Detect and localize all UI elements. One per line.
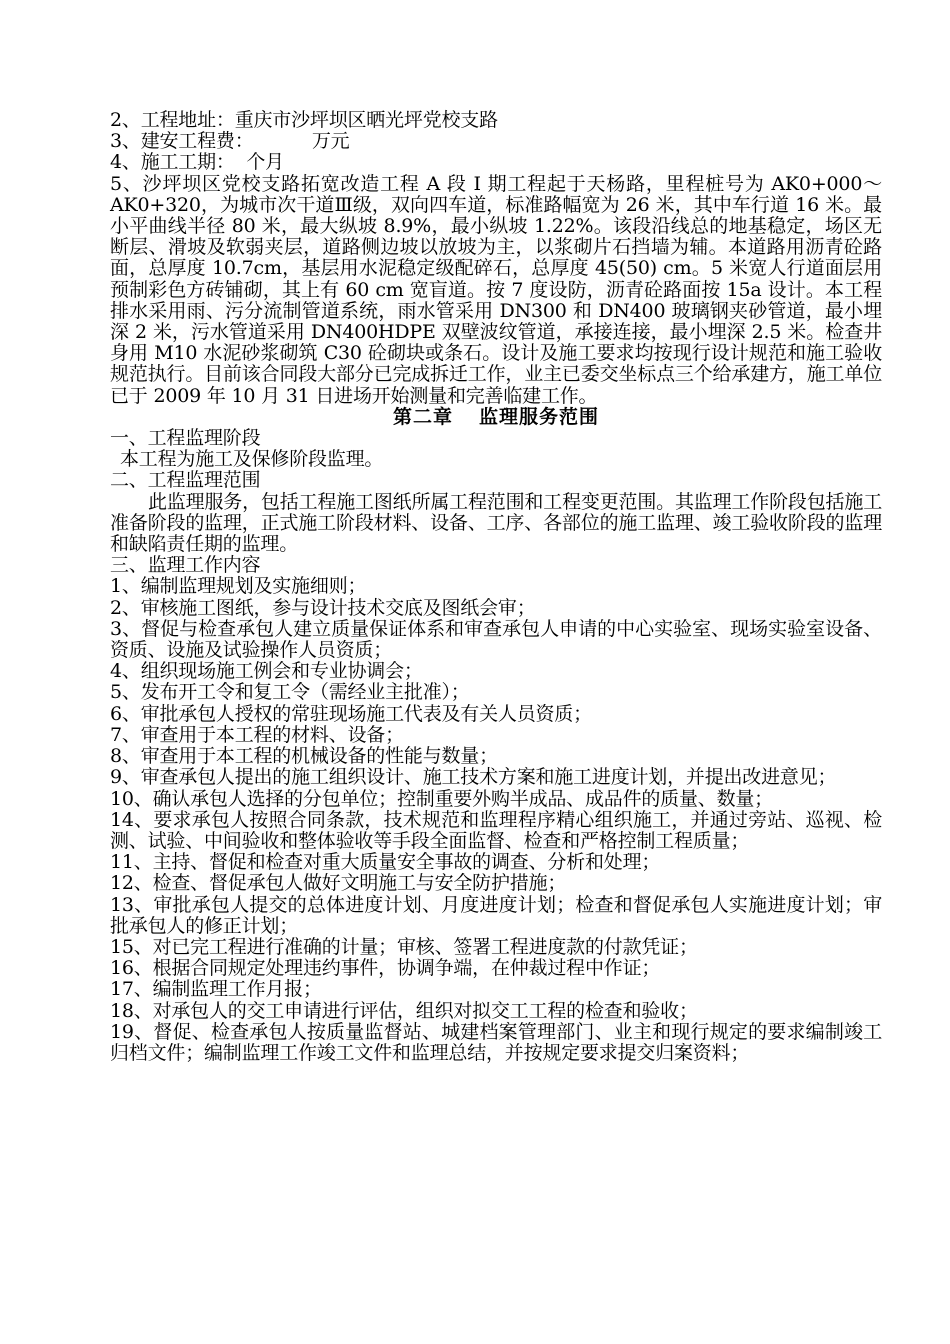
chapter-title: 监理服务范围	[479, 405, 600, 428]
list-item: 19、督促、检查承包人按质量监督站、城建档案管理部门、业主和现行规定的要求编制竣工归档文件；编制监理工作竣工文件和监理总结，并按规定要求提交归案资料；	[110, 1020, 882, 1064]
chapter-number: 第二章	[392, 405, 453, 428]
project-address: 2、工程地址：重庆市沙坪坝区晒光坪党校支路	[110, 109, 498, 131]
document-page	[110, 110, 882, 1064]
list-item: 17、编制监理工作月报；	[110, 978, 322, 1001]
list-item: 2、审核施工图纸，参与设计技术交底及图纸会审；	[110, 596, 536, 619]
list-item: 18、对承包人的交工申请进行评估，组织对拟交工工程的检查和验收；	[110, 999, 698, 1022]
chapter-heading	[110, 407, 882, 428]
scope-text: 此监理服务，包括工程施工图纸所属工程范围和工程变更范围。其监理工作阶段包括施工准备阶段的监理，正式施工阶段材料、设备、工序、各部位的施工监理、竣工验收阶段的监理和缺陷责任期的监理。	[110, 490, 882, 556]
list-item: 1、编制监理规划及实施细则；	[110, 575, 367, 598]
list-item: 14、要求承包人按照合同条款，技术规范和监理程序精心组织施工，并通过旁站、巡视、检测、试验、中间验收和整体验收等手段全面监督、检查和严格控制工程质量；	[110, 808, 882, 852]
construction-period: 4、施工工期： 个月	[110, 151, 284, 174]
list-item: 13、审批承包人提交的总体进度计划、月度进度计划；检查和督促承包人实施进度计划；审批承包人的修正计划；	[110, 893, 882, 937]
list-item: 12、检查、督促承包人做好文明施工与安全防护措施；	[110, 872, 567, 895]
list-item: 6、审批承包人授权的常驻现场施工代表及有关人员资质；	[110, 702, 592, 725]
list-item: 11、主持、督促和检查对重大质量安全事故的调查、分析和处理；	[110, 851, 661, 874]
construction-cost: 3、建安工程费： 万元	[110, 130, 350, 153]
stage-heading: 一、工程监理阶段	[110, 427, 261, 450]
stage-text: 本工程为施工及保修阶段监理。	[120, 448, 384, 471]
list-item: 10、确认承包人选择的分包单位；控制重要外购半成品、成品件的质量、数量；	[110, 787, 773, 810]
list-item: 15、对已完工程进行准确的计量；审核、签署工程进度款的付款凭证；	[110, 935, 698, 958]
project-description: 5、沙坪坝区党校支路拓宽改造工程 A 段 I 期工程起于天杨路，里程桩号为 AK0+000～AK0+320，为城市次干道Ⅲ级，双向四车道，标准路幅宽为 26 米，其中车行道 16 米。最小平曲线半径 80 米，最大纵坡 8.9%，最小纵坡 1.22%。该段沿线总的地基稳定，场区无断层、滑坡及软弱夹层，道路侧边坡以放坡为主，以浆砌片石挡墙为辅。本道路用沥青砼路面，总厚度 10.7cm，基层用水泥稳定级配碎石，总厚度 45(50) cm。5 米宽人行道面层用预制彩色方砖铺砌，其上有 60 cm 宽盲道。按 7 度设防，沥青砼路面按 15a 设计。本工程排水采用雨、污分流制管道系统，雨水管采用 DN300 和 DN400 玻璃钢夹砂管道，最小埋深 2 米，污水管道采用 DN400HDPE 双壁波纹管道，承接连接，最小埋深 2.5 米。检查井身用 M10 水泥砂浆砌筑 C30 砼砌块或条石。设计及施工要求均按现行设计规范和施工验收规范执行。目前该合同段大部分已完成拆迁工作，业主已委交坐标点三个给承建方，施工单位已于 2009 年 10 月 31 日进场开始测量和完善临建工作。	[110, 172, 882, 407]
content-heading: 三、监理工作内容	[110, 554, 261, 577]
list-item: 8、审查用于本工程的机械设备的性能与数量；	[110, 745, 498, 768]
list-item: 16、根据合同规定处理违约事件，协调争端，在仲裁过程中作证；	[110, 957, 661, 980]
scope-heading: 二、工程监理范围	[110, 469, 261, 492]
list-item: 5、发布开工令和复工令（需经业主批准）；	[110, 681, 470, 704]
list-item: 9、审查承包人提出的施工组织设计、施工技术方案和施工进度计划，并提出改进意见；	[110, 766, 837, 789]
list-item: 7、审查用于本工程的材料、设备；	[110, 723, 404, 746]
list-item: 3、督促与检查承包人建立质量保证体系和审查承包人申请的中心实验室、现场实验室设备、资质、设施及试验操作人员资质；	[110, 617, 882, 662]
content-list	[110, 576, 882, 1064]
list-item: 4、组织现场施工例会和专业协调会；	[110, 660, 423, 683]
